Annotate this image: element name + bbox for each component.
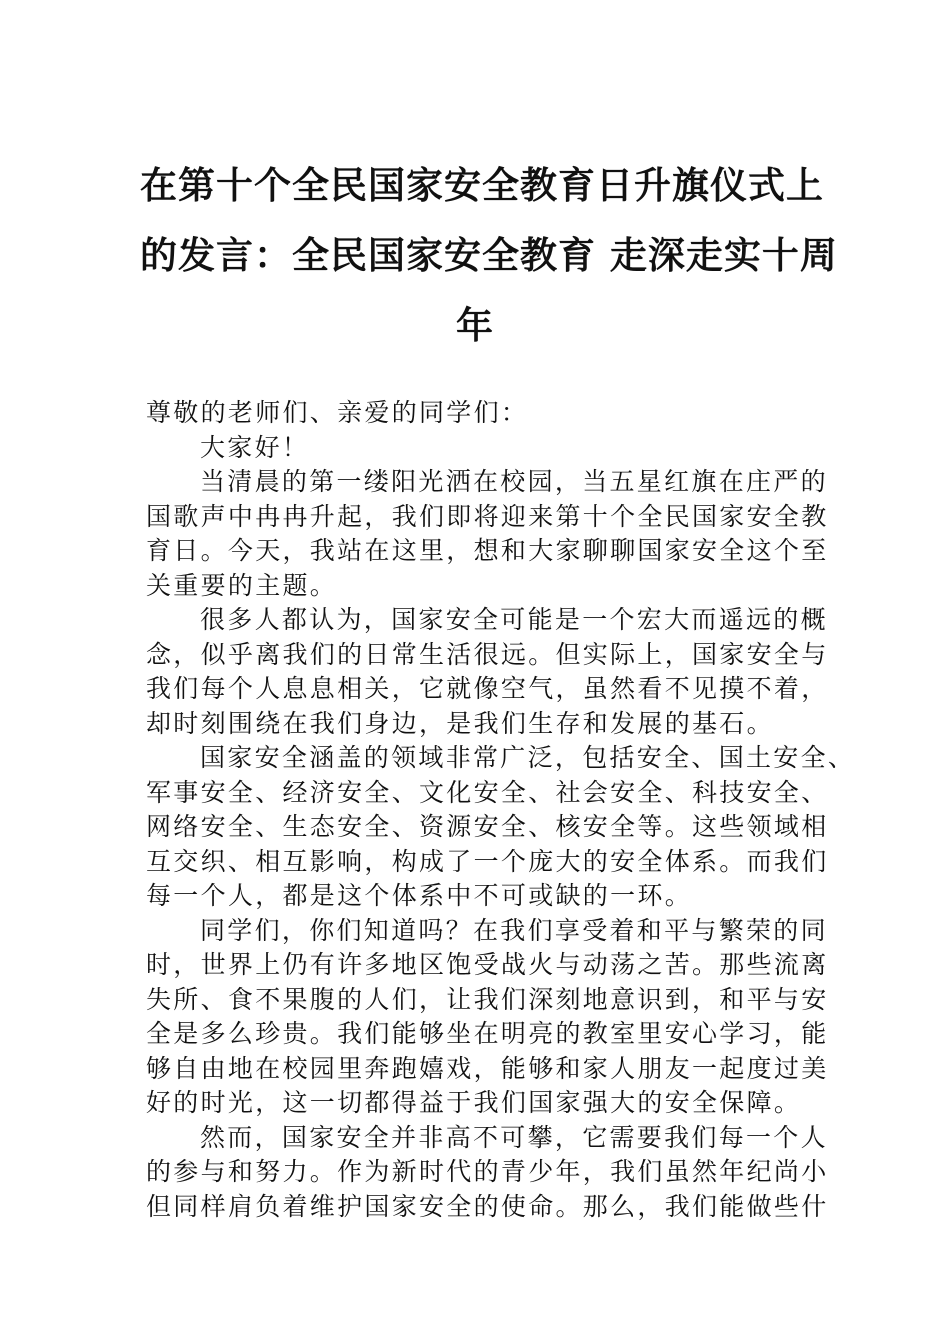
paragraph-line: 念，似乎离我们的日常生活很远。但实际上，国家安全与 bbox=[146, 639, 829, 669]
title-line: 在第十个全民国家安全教育日升旗仪式上 bbox=[140, 163, 824, 207]
paragraph-line: 然而，国家安全并非高不可攀，它需要我们每一个人 bbox=[200, 1122, 828, 1152]
paragraph bbox=[146, 914, 836, 1121]
paragraph bbox=[146, 1121, 836, 1225]
paragraph-line: 网络安全、生态安全、资源安全、核安全等。这些领域相 bbox=[146, 812, 829, 841]
paragraph bbox=[146, 741, 856, 914]
paragraph-line: 国家安全涵盖的领域非常广泛，包括安全、国土安全、 bbox=[200, 743, 856, 772]
title-line: 的发言：全民国家安全教育 走深走实十周 bbox=[140, 233, 838, 277]
paragraph-line: 当清晨的第一缕阳光洒在校园，当五星红旗在庄严的 bbox=[200, 467, 828, 496]
paragraph bbox=[146, 603, 836, 741]
paragraph bbox=[146, 465, 836, 603]
title-line: 年 bbox=[456, 303, 494, 347]
paragraph-line: 好的时光，这一切都得益于我们国家强大的安全保障。 bbox=[146, 1088, 802, 1117]
paragraph-line: 每一个人，都是这个体系中不可或缺的一环。 bbox=[146, 881, 693, 910]
greeting: 大家好！ bbox=[200, 432, 310, 462]
document-title bbox=[140, 150, 838, 360]
paragraph-line: 很多人都认为，国家安全可能是一个宏大而遥远的概 bbox=[200, 605, 828, 634]
paragraph-line: 我们每个人息息相关，它就像空气，虽然看不见摸不着， bbox=[146, 674, 829, 703]
paragraph-line: 同学们，你们知道吗？在我们享受着和平与繁荣的同 bbox=[200, 915, 828, 945]
paragraph-line: 育日。今天，我站在这里，想和大家聊聊国家安全这个至 bbox=[146, 536, 829, 565]
paragraph-line: 时，世界上仍有许多地区饱受战火与动荡之苦。那些流离 bbox=[146, 950, 829, 979]
paragraph-line: 互交织、相互影响，构成了一个庞大的安全体系。而我们 bbox=[146, 846, 829, 876]
paragraph-line: 全是多么珍贵。我们能够坐在明亮的教室里安心学习，能 bbox=[146, 1019, 829, 1048]
paragraph-line: 但同样肩负着维护国家安全的使命。那么，我们能做些什 bbox=[146, 1191, 829, 1221]
paragraph-line: 关重要的主题。 bbox=[146, 570, 338, 600]
paragraph-line: 国歌声中冉冉升起，我们即将迎来第十个全民国家安全教 bbox=[146, 501, 829, 531]
paragraph-line: 的参与和努力。作为新时代的青少年，我们虽然年纪尚小 bbox=[146, 1157, 829, 1186]
paragraph-line: 军事安全、经济安全、文化安全、社会安全、科技安全、 bbox=[146, 777, 829, 807]
paragraph-line: 够自由地在校园里奔跑嬉戏，能够和家人朋友一起度过美 bbox=[146, 1053, 829, 1083]
paragraph-line: 失所、食不果腹的人们，让我们深刻地意识到，和平与安 bbox=[146, 984, 829, 1014]
document-body bbox=[146, 396, 856, 1224]
salutation: 尊敬的老师们、亲爱的同学们： bbox=[146, 398, 529, 427]
paragraph-line: 却时刻围绕在我们身边，是我们生存和发展的基石。 bbox=[146, 708, 774, 738]
